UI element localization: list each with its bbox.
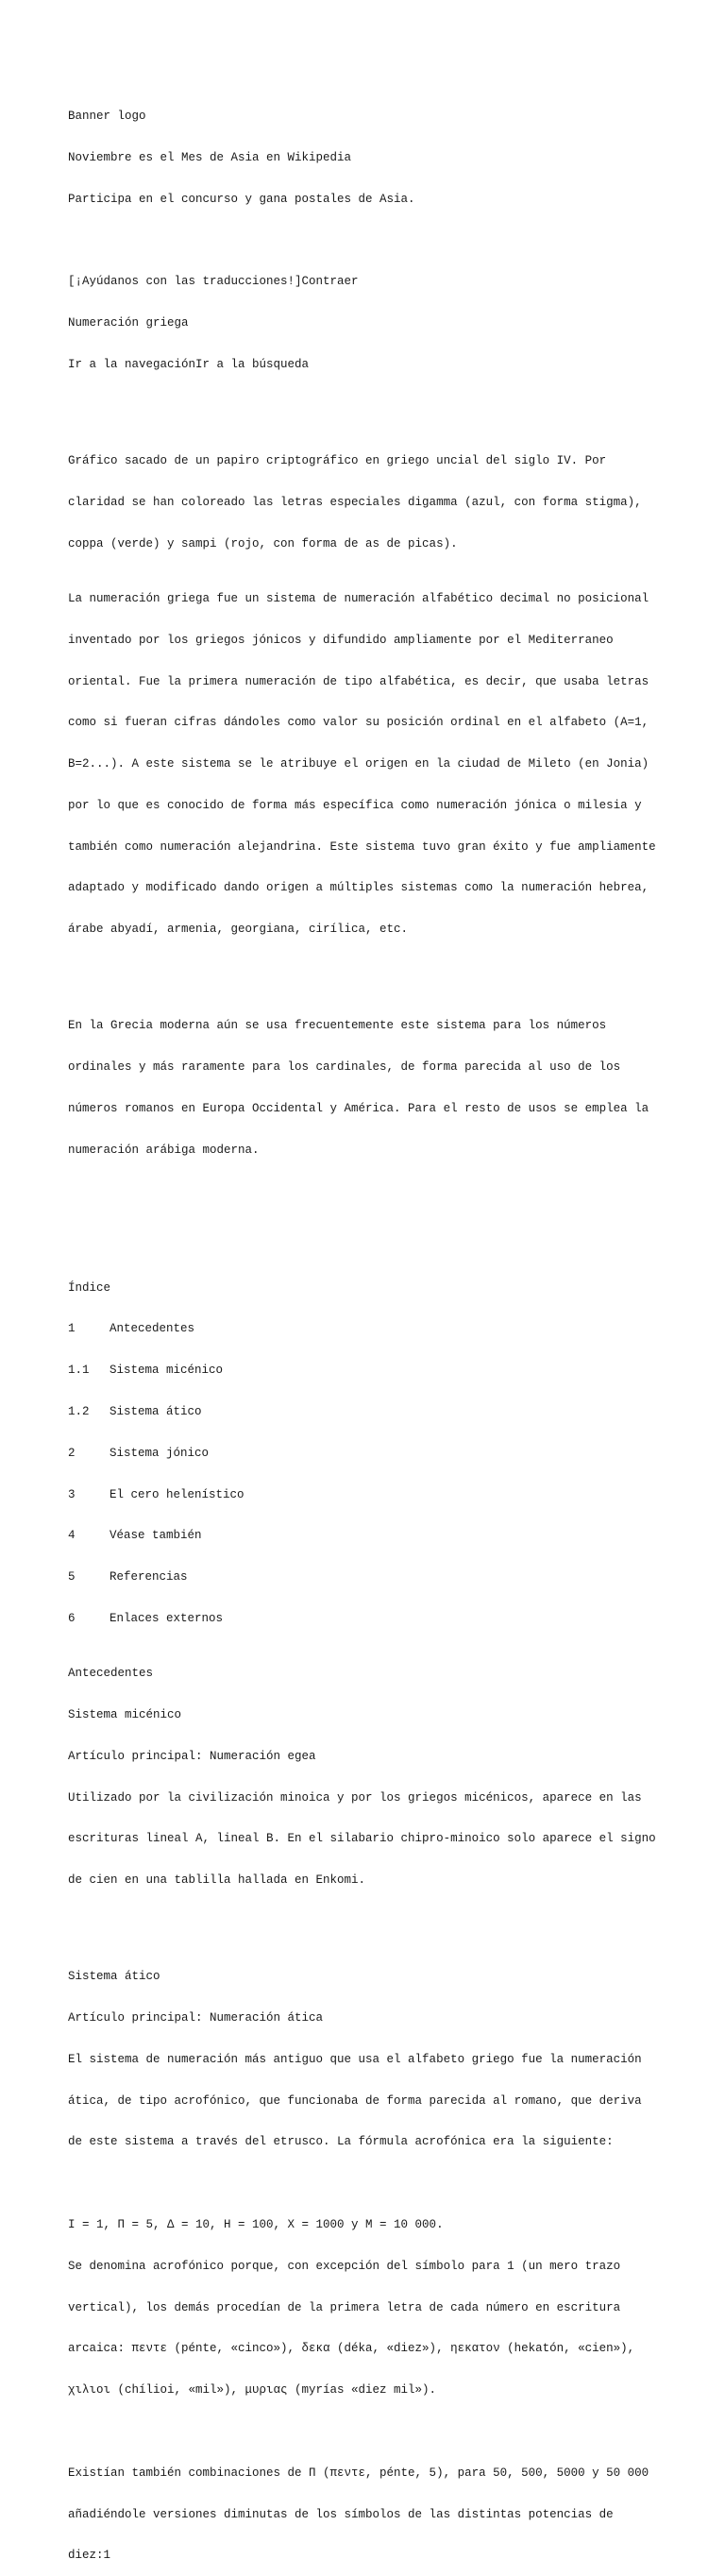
spacer bbox=[68, 1185, 672, 1199]
skip-links[interactable]: Ir a la navegaciónIr a la búsqueda bbox=[68, 357, 310, 371]
contest-notice[interactable]: Participa en el concurso y gana postales de Asia. bbox=[68, 192, 415, 206]
intro-paragraph-line: árabe abyadí, armenia, georgiana, cirílica, etc. bbox=[68, 923, 409, 937]
toc-item-cero-helenistico[interactable] bbox=[68, 1488, 672, 1502]
micenico-paragraph-line: de cien en una tablilla hallada en Enkomi. bbox=[68, 1873, 366, 1888]
toc-title: Índice bbox=[68, 1280, 111, 1295]
toc-label: Sistema ático bbox=[110, 1405, 202, 1418]
toc-item-enlaces-externos[interactable] bbox=[68, 1612, 672, 1626]
atico-paragraph-line: Existían también combinaciones de Π (πεντε, pénte, 5), para 50, 500, 5000 y 50 000 bbox=[68, 2466, 649, 2480]
toc-label: Enlaces externos bbox=[110, 1611, 224, 1625]
atico-paragraph-line: Se denomina acrofónico porque, con excepción del símbolo para 1 (un mero trazo bbox=[68, 2259, 621, 2273]
spacer bbox=[68, 2425, 672, 2439]
translation-help-link[interactable]: [¡Ayúdanos con las traducciones!]Contraer bbox=[68, 275, 359, 289]
intro-paragraph-line: inventado por los griegos jónicos y difundido ampliamente por el Mediterraneo bbox=[68, 633, 614, 647]
toc-number: 1 bbox=[68, 1322, 76, 1336]
atico-paragraph-line: χιλιοι (chílioi, «mil»), μυριας (myrías «diez mil»). bbox=[68, 2383, 437, 2398]
banner-logo[interactable]: Banner logo bbox=[68, 110, 146, 124]
atico-paragraph-line: de este sistema a través del etrusco. La fórmula acrofónica era la siguiente: bbox=[68, 2135, 614, 2149]
modern-usage-paragraph-line: ordinales y más raramente para los cardinales, de forma parecida al uso de los bbox=[68, 1060, 621, 1075]
atico-paragraph-line: vertical), los demás procedían de la primera letra de cada número en escritura bbox=[68, 2300, 621, 2314]
toc-label: El cero helenístico bbox=[110, 1487, 244, 1501]
toc-number: 5 bbox=[68, 1570, 76, 1585]
intro-paragraph-line: La numeración griega fue un sistema de numeración alfabético decimal no posicional bbox=[68, 591, 649, 605]
intro-paragraph-line: adaptado y modificado dando origen a múltiples sistemas como la numeración hebrea, bbox=[68, 881, 649, 895]
toc-number: 6 bbox=[68, 1611, 76, 1625]
figure-caption-line: Gráfico sacado de un papiro criptográfico en griego uncial del siglo IV. Por bbox=[68, 454, 607, 468]
spacer bbox=[68, 1226, 672, 1240]
toc-item-referencias[interactable] bbox=[68, 1570, 672, 1585]
toc-item-sistema-atico[interactable] bbox=[68, 1405, 672, 1419]
toc-item-antecedentes[interactable] bbox=[68, 1322, 672, 1336]
toc-number: 4 bbox=[68, 1529, 76, 1543]
toc-item-vease-tambien[interactable] bbox=[68, 1529, 672, 1543]
intro-paragraph-line: oriental. Fue la primera numeración de tipo alfabética, es decir, que usaba letras bbox=[68, 674, 649, 688]
toc-item-sistema-jonico[interactable] bbox=[68, 1447, 672, 1461]
intro-paragraph-line: por lo que es conocido de forma más específica como numeración jónica o milesia y bbox=[68, 798, 642, 812]
section-heading-antecedentes: Antecedentes bbox=[68, 1667, 154, 1681]
toc-label: Sistema micénico bbox=[110, 1364, 224, 1378]
atico-paragraph-line: arcaica: πεντε (pénte, «cinco»), δεκα (déka, «diez»), ηεκατον (hekatón, «cien»), bbox=[68, 2342, 635, 2356]
spacer bbox=[68, 2177, 672, 2191]
spacer bbox=[68, 399, 672, 414]
toc-item-sistema-micenico[interactable] bbox=[68, 1364, 672, 1378]
document-page bbox=[68, 82, 672, 2576]
spacer bbox=[68, 234, 672, 248]
micenico-paragraph-line: escrituras lineal A, lineal B. En el silabario chipro-minoico solo aparece el signo bbox=[68, 1832, 656, 1846]
toc-label: Sistema jónico bbox=[110, 1446, 210, 1460]
micenico-paragraph-line: Utilizado por la civilización minoica y por los griegos micénicos, aparece en las bbox=[68, 1790, 642, 1805]
toc-number: 1.1 bbox=[68, 1364, 90, 1378]
toc-label: Antecedentes bbox=[110, 1322, 195, 1336]
intro-paragraph-line: como si fueran cifras dándoles como valor su posición ordinal en el alfabeto (A=1, bbox=[68, 716, 649, 730]
toc-number: 1.2 bbox=[68, 1405, 90, 1418]
modern-usage-paragraph-line: numeración arábiga moderna. bbox=[68, 1143, 260, 1157]
acrophonic-formula: Ι = 1, Π = 5, Δ = 10, Η = 100, Χ = 1000 y Μ = 10 000. bbox=[68, 2218, 444, 2232]
atico-paragraph-line: ática, de tipo acrofónico, que funcionaba de forma parecida al romano, que deriva bbox=[68, 2093, 642, 2108]
modern-usage-paragraph-line: números romanos en Europa Occidental y América. Para el resto de usos se emplea la bbox=[68, 1101, 649, 1115]
toc-label: Véase también bbox=[110, 1529, 202, 1543]
section-heading-micenico: Sistema micénico bbox=[68, 1708, 182, 1722]
toc-number: 2 bbox=[68, 1446, 76, 1460]
section-heading-atico: Sistema ático bbox=[68, 1970, 160, 1984]
modern-usage-paragraph-line: En la Grecia moderna aún se usa frecuentemente este sistema para los números bbox=[68, 1019, 607, 1033]
figure-caption-line: coppa (verde) y sampi (rojo, con forma de as de picas). bbox=[68, 536, 458, 551]
figure-caption-line: claridad se han coloreado las letras especiales digamma (azul, con forma stigma), bbox=[68, 495, 642, 509]
main-article-link[interactable]: Artículo principal: Numeración ática bbox=[68, 2011, 324, 2025]
main-article-link[interactable]: Artículo principal: Numeración egea bbox=[68, 1749, 316, 1763]
atico-paragraph-line: añadiéndole versiones diminutas de los símbolos de las distintas potencias de bbox=[68, 2507, 614, 2521]
toc-label: Referencias bbox=[110, 1570, 188, 1585]
toc-number: 3 bbox=[68, 1487, 76, 1501]
atico-paragraph-line: diez:1 bbox=[68, 2549, 111, 2563]
intro-paragraph-line: también como numeración alejandrina. Este sistema tuvo gran éxito y fue ampliamente bbox=[68, 839, 656, 854]
intro-paragraph-line: B=2...). A este sistema se le atribuye el origen en la ciudad de Mileto (en Jonia) bbox=[68, 757, 649, 771]
asia-month-notice[interactable]: Noviembre es el Mes de Asia en Wikipedia bbox=[68, 150, 352, 164]
atico-paragraph-line: El sistema de numeración más antiguo que usa el alfabeto griego fue la numeración bbox=[68, 2052, 642, 2066]
page-title: Numeración griega bbox=[68, 316, 189, 330]
spacer bbox=[68, 1915, 672, 1929]
spacer bbox=[68, 964, 672, 978]
